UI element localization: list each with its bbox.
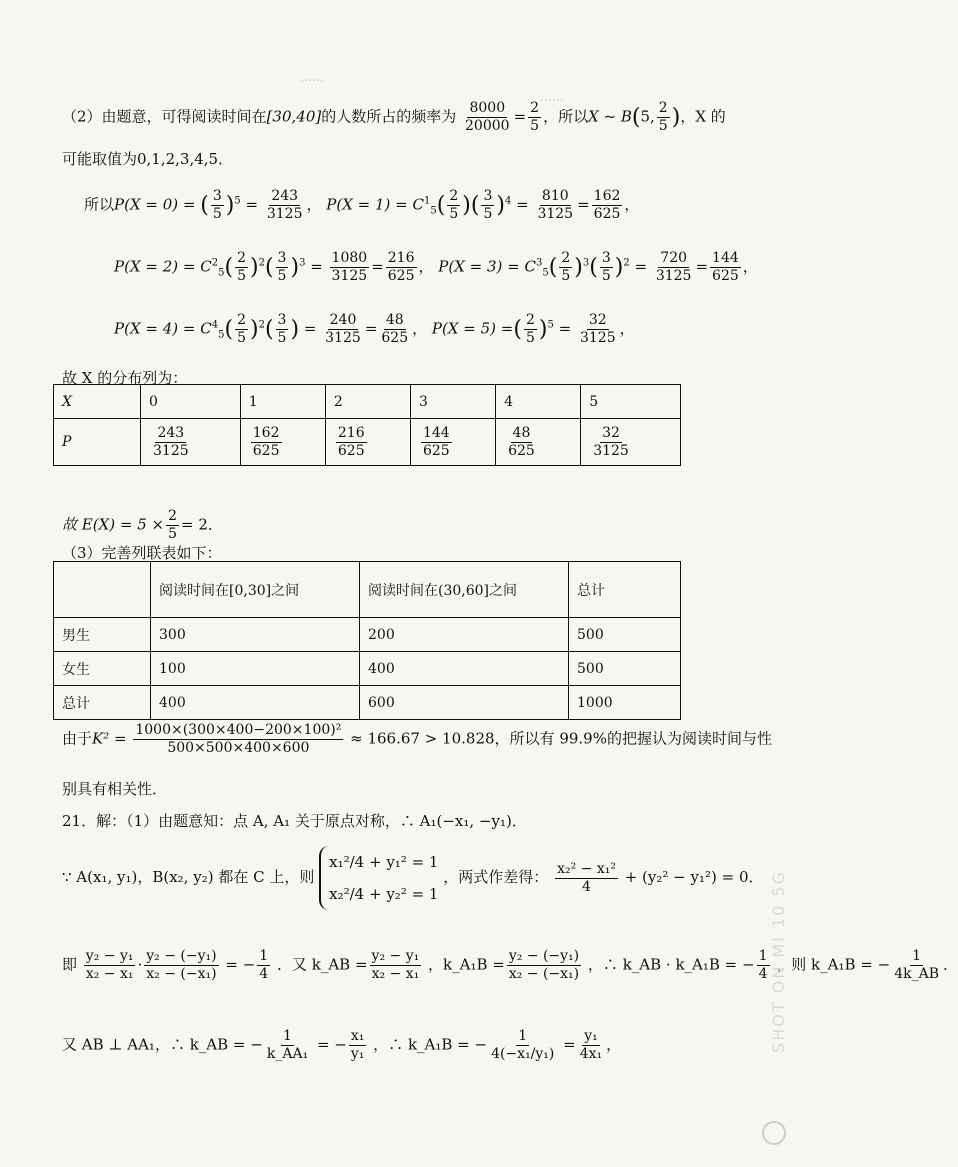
- fraction: $\frac{720}{3125}$: [655, 250, 692, 284]
- contingency-table: [53, 561, 681, 720]
- prob-line-1: 所以P(X = 0) = ( $\frac{3}{5}$ )$^5$ = $\frac{243}{3125}$ ， $P(X = 1) = C^1_5$( $\frac{2}{5}$ )( $\frac{3}{5}$ )$^4$ = $\frac{810}{3125}$ = $\frac{162}{625}$ ，: [84, 188, 640, 222]
- q21-perpendicular: 又 AB ⊥ AA₁，∴ k_AB = − $\frac{1}{\text{k\_AA₁}}$ = − $\frac{\text{x₁}}{\text{y₁}}$ ，∴ k_A₁B = − $\frac{1}{\text{4(−x₁/y₁)}}$ = $\frac{\text{y₁}}{\text{4x₁}}$ ，: [62, 1028, 622, 1062]
- q21-slopes: 即 $\frac{\text{y₂ − y₁}}{\text{x₂ − x₁}}$ · $\frac{\text{y₂ − (−y₁)}}{\text{x₂ − (−x₁)}}$ = − $\frac{1}{4}$ ．又 k_AB = $\frac{\text{y₂ − y₁}}{\text{x₂ − x₁}}$ ，k_A₁B = $\frac{\text{y₂ − (−y₁)}}{\text{x₂ − (−x₁)}}$ ，∴ k_AB · k_A₁B = − $\frac{1}{4}$ ，则 k_A₁B = − $\frac{1}{4k\_AB}$ ．: [62, 948, 958, 982]
- table-row: X 0 1 2 3 4 5: [54, 385, 681, 419]
- k2-conclusion: 别具有相关性．: [62, 780, 168, 798]
- fraction: $\frac{8000}{20000}$: [465, 100, 510, 134]
- fraction: $\frac{1080}{3125}$: [331, 250, 368, 284]
- q21-intro: 21．解：（1）由题意知：点 A, A₁ 关于原点对称，∴ A₁(−x₁, −y₁)．: [62, 812, 527, 830]
- fraction: $\frac{216}{625}$: [387, 250, 415, 284]
- table-row: 总计 400 600 1000: [54, 686, 681, 720]
- bleed-through-text: ……: [540, 90, 564, 104]
- prob-line-2: $P(X = 2) = C^2_5$( $\frac{2}{5}$ )$^2$( $\frac{3}{5}$ )$^3$ = $\frac{1080}{3125}$ = $\frac{216}{625}$ ， $P(X = 3) = C^3_5$( $\frac{2}{5}$ )$^3$( $\frac{3}{5}$ )$^2$ = $\frac{720}{3125}$ = $\frac{144}{625}$ ，: [114, 250, 758, 284]
- fraction: $\frac{162}{625}$: [593, 188, 621, 222]
- fraction: $\frac{810}{3125}$: [537, 188, 574, 222]
- equation-system: x₁²/4 + y₁² = 1 x₂²/4 + y₂² = 1: [319, 846, 438, 910]
- distribution-title: 故 X 的分布列为：: [62, 369, 188, 387]
- fraction: $\frac{32}{3125}$: [579, 312, 616, 346]
- fraction: $\frac{48}{625}$: [381, 312, 409, 346]
- table-row: 女生 100 400 500: [54, 652, 681, 686]
- fraction: $\frac{2}{5}$: [530, 100, 540, 134]
- camera-logo-icon: [762, 1121, 786, 1145]
- fraction: $\frac{144}{625}$: [712, 250, 739, 284]
- distribution-table: [53, 384, 681, 466]
- camera-watermark: SHOT ON MI 10 5G: [769, 870, 788, 1053]
- bleed-through-text: ……: [300, 70, 324, 84]
- table-row: 阅读时间在[0,30]之间 阅读时间在(30,60]之间 总计: [54, 562, 681, 618]
- prob-line-3: $P(X = 4) = C^4_5$( $\frac{2}{5}$ )$^2$( $\frac{3}{5}$ ) = $\frac{240}{3125}$ = $\frac{48}{625}$ ， P(X = 5) =( $\frac{2}{5}$ )$^5$ = $\frac{32}{3125}$ ，: [114, 312, 635, 346]
- fraction: $\frac{2}{5}$: [658, 100, 668, 134]
- fraction: $\frac{240}{3125}$: [325, 312, 361, 346]
- table-row: P $\frac{243}{3125}$ $\frac{162}{625}$ $\frac{216}{625}$ $\frac{144}{625}$ $\frac{48}{625}$ $\frac{32}{3125}$: [54, 419, 681, 466]
- fraction: $\frac{243}{3125}$: [266, 188, 303, 222]
- q21-system: ∵ A(x₁, y₁)，B(x₂, y₂) 都在 C 上，则 x₁²/4 + y₁² = 1 x₂²/4 + y₂² = 1 ，两式作差得： $\frac{\text{x₂² − x₁²}}{4}$ + (y₂² − y₁²) = 0．: [62, 846, 764, 910]
- expectation: 故 E(X) = 5 × $\frac{2}{5}$ = 2．: [62, 508, 223, 542]
- table-row: 男生 300 200 500: [54, 618, 681, 652]
- part2-values: 可能取值为0,1,2,3,4,5．: [62, 150, 234, 168]
- part2-statement: （2）由题意，可得阅读时间在[30,40]的人数所占的频率为 $\frac{8000}{20000}$ = $\frac{2}{5}$ ，所以X ~ B(5, $\frac{2}{5}$ )，X 的: [62, 100, 726, 134]
- k2-statistic: 由于K² = $\frac{\text{1000×(300×400−200×100)²}}{500\times 500\times 400\times 600}$ ≈ 166.67 > 10.828，所以有 99.9%的把握认为阅读时间与性: [62, 722, 772, 756]
- part3-title: （3）完善列联表如下：: [62, 544, 222, 562]
